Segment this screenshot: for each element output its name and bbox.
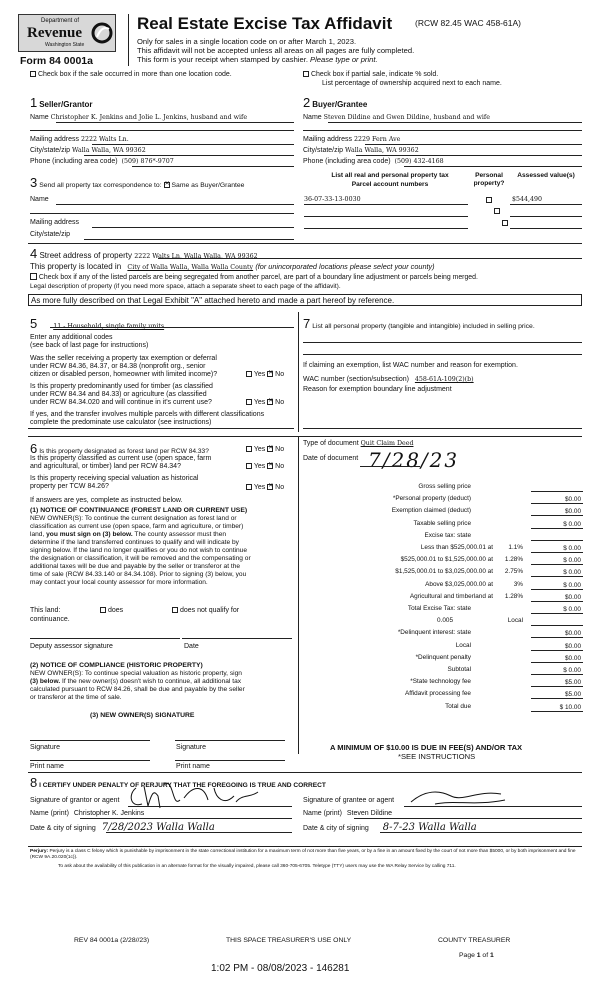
seller-city-value[interactable]: Walla Walla, WA 99362 bbox=[72, 147, 146, 154]
logo-name: Revenue bbox=[27, 25, 82, 41]
totals-label: Affidavit processing fee bbox=[405, 690, 471, 698]
buyer-name-row[interactable]: Name Steven Dildine and Gwen Dildine, husband and wife bbox=[303, 114, 490, 121]
totals-value[interactable] bbox=[531, 642, 583, 651]
logo-swirl-icon bbox=[91, 21, 113, 45]
totals-label: *State technology fee bbox=[410, 678, 471, 686]
corr-name-label: Name bbox=[30, 196, 49, 203]
totals-row bbox=[296, 617, 583, 627]
personal-property-checkbox-2[interactable] bbox=[494, 208, 500, 214]
s6-q2-line2: and agricultural, or timber) land per RCW 84.34? bbox=[30, 463, 181, 470]
totals-row bbox=[296, 581, 583, 591]
continuance-label: continuance. bbox=[30, 616, 70, 623]
notice1-title: (1) NOTICE OF CONTINUANCE (FOREST LAND OR CURRENT USE) bbox=[30, 507, 248, 514]
totals-row bbox=[296, 507, 583, 517]
totals-label: Local bbox=[455, 641, 471, 649]
totals-value[interactable] bbox=[531, 544, 583, 553]
segregated-label: Check box if any of the listed parcels are being segregated from another parcel, are part of a boundary line adjustment or parcels being merged. bbox=[38, 274, 478, 281]
notice1-line4: determine if the land transferred continues to qualify and will indicate by bbox=[30, 539, 239, 546]
totals-value[interactable] bbox=[531, 507, 583, 516]
notice1-line8: time of sale (RCW 84.33.140 or 84.34.108). Prior to signing (3) below, you bbox=[30, 571, 247, 578]
totals-row bbox=[296, 483, 583, 493]
totals-row bbox=[296, 605, 583, 615]
totals-label: Taxable selling price bbox=[413, 519, 471, 527]
totals-label: Less than $525,000.01 at bbox=[420, 544, 493, 551]
totals-value-text: $0.00 bbox=[565, 654, 581, 662]
totals-label: $525,000.01 to $1,525,000.00 at bbox=[400, 556, 493, 564]
header-line3: This form is your receipt when stamped by cashier. Please type or print. bbox=[137, 55, 378, 64]
assessed-value[interactable]: $544,490 bbox=[512, 196, 543, 203]
totals-row bbox=[296, 703, 583, 713]
totals-label: Excise tax: state bbox=[424, 531, 471, 539]
s6-q3-line1: Is this property receiving special valuation as historical bbox=[30, 475, 199, 482]
located-row[interactable]: This property is located in City of Walla Walla, Walla Walla County (for unincorporated locations please select your county) bbox=[30, 262, 435, 271]
header-line1: Only for sales in a single location code on or after March 1, 2023. bbox=[137, 37, 357, 46]
partial-sale-label: Check box if partial sale, indicate % sold. bbox=[310, 71, 439, 78]
partial-sale-check[interactable] bbox=[303, 71, 438, 79]
this-land-label: This land: bbox=[30, 607, 61, 614]
totals-value-text: $ 0.00 bbox=[563, 606, 581, 613]
correspondence-row: 3 Send all property tax correspondence to: ✕ Same as Buyer/Grantee bbox=[30, 176, 244, 191]
notice1-line9: may contact your local county assessor for more information. bbox=[30, 579, 208, 586]
does-not-option[interactable]: does not qualify for bbox=[172, 607, 239, 615]
does-not-checkbox[interactable] bbox=[172, 607, 178, 613]
does-checkbox[interactable] bbox=[100, 607, 106, 613]
totals-rate: 1.28% bbox=[504, 556, 523, 564]
grantor-name-row[interactable]: Name (print) Christopher K. Jenkins bbox=[30, 810, 145, 817]
buyer-mail-row[interactable]: Mailing address 2229 Fern Ave bbox=[303, 136, 401, 143]
totals-value-text: $ 0.00 bbox=[563, 545, 581, 552]
totals-value[interactable] bbox=[531, 483, 583, 492]
totals-value-text: $ 0.00 bbox=[563, 667, 581, 674]
totals-row bbox=[296, 495, 583, 505]
q1-no-checkbox[interactable] bbox=[267, 371, 273, 377]
totals-value[interactable] bbox=[531, 617, 583, 626]
exemption-label: If claiming an exemption, list WAC number and reason for exemption. bbox=[303, 362, 518, 369]
q1-line2: under RCW 84.36, 84.37, or 84.38 (nonprofit org., senior bbox=[30, 363, 206, 370]
s5-note-2: complete the predominate use calculator (see instructions) bbox=[30, 419, 212, 426]
q1-line1: Was the seller receiving a property tax exemption or deferral bbox=[30, 355, 217, 362]
perjury-text: Perjury: Perjury is a class C felony which is punishable by imprisonment in the state correctional institution for a maximum term of not more than five years, or by a fine in an amount fixed by the court of not more than $5000, or by both imprisonment and fine (RCW 9A.20.020(1c)). bbox=[30, 849, 576, 861]
grantor-date-row[interactable]: Date & city of signing 7/28/2023 Walla Walla bbox=[30, 822, 215, 833]
q2-line1: Is this property predominantly used for timber (as classified bbox=[30, 383, 213, 390]
accessibility-text: To ask about the availability of this publication in an alternate format for the visually impaired, please call 360-705-6705. Teletype (TTY) users may use the WA Relay Service by calling 711. bbox=[58, 864, 456, 869]
notice1-line6: the designation or classification, it will be removed and the compensating or bbox=[30, 555, 251, 562]
seller-phone-value[interactable]: (509) 876*-9707 bbox=[121, 158, 174, 165]
corr-mail-label: Mailing address bbox=[30, 219, 80, 226]
grantor-name-value[interactable]: Christopher K. Jenkins bbox=[73, 810, 145, 817]
notice2-line1: NEW OWNER(S): To continue special valuation as historic property, sign bbox=[30, 670, 242, 677]
legal-label: Legal description of property (if you need more space, attach a separate sheet to each page of the affidavit). bbox=[30, 283, 341, 290]
totals-label: *Delinquent penalty bbox=[415, 653, 471, 661]
notice3-title: (3) NEW OWNER(S) SIGNATURE bbox=[90, 712, 195, 719]
totals-label: *Personal property (deduct) bbox=[392, 495, 471, 503]
notice2-line3: calculated pursuant to RCW 84.26, shall be due and payable by the seller bbox=[30, 686, 245, 693]
doc-date-label: Date of document bbox=[303, 455, 359, 462]
totals-value[interactable] bbox=[531, 703, 583, 712]
totals-row bbox=[296, 654, 583, 664]
q2-no-checkbox[interactable] bbox=[267, 399, 273, 405]
totals-value[interactable] bbox=[531, 605, 583, 614]
wac-row[interactable]: WAC number (section/subsection) 458-61A-109(2)(b) bbox=[303, 376, 474, 383]
grantor-sig-label: Signature of grantor or agent bbox=[30, 797, 120, 804]
notice1-line1: NEW OWNER(S): To continue the current designation as forest land or bbox=[30, 515, 237, 522]
s6-q1-answers[interactable]: Yes ✕ No bbox=[246, 446, 284, 454]
totals-value[interactable] bbox=[531, 495, 583, 504]
s6-q1-no-checkbox[interactable] bbox=[267, 446, 273, 452]
grantee-name-value[interactable]: Steven Dildine bbox=[346, 810, 392, 817]
totals-value[interactable] bbox=[531, 520, 583, 529]
totals-label: Exemption claimed (deduct) bbox=[391, 507, 471, 515]
s6-q1[interactable]: 6 Is this property designated as forest land per RCW 84.33? bbox=[30, 441, 209, 456]
totals-value-text: $ 0.00 bbox=[563, 581, 581, 589]
s6-q2-no-checkbox[interactable] bbox=[267, 463, 273, 469]
s6-q2-yes-checkbox[interactable] bbox=[246, 463, 252, 469]
street-row[interactable]: 4 Street address of property 2222 Walts Ln, Walla Walla, WA 99362 bbox=[30, 246, 258, 261]
q1-yes-checkbox[interactable] bbox=[246, 371, 252, 377]
s5-note-1: If yes, and the transfer involves multiple parcels with different classifications bbox=[30, 411, 265, 418]
parcel-header-2: Parcel account numbers bbox=[351, 181, 429, 188]
ownership-note: List percentage of ownership acquired next to each name. bbox=[322, 80, 502, 87]
totals-row bbox=[296, 532, 583, 542]
totals-value[interactable] bbox=[531, 581, 583, 590]
totals-row bbox=[296, 690, 583, 700]
doc-type-row[interactable]: Type of document Quit Claim Deed bbox=[303, 440, 414, 447]
seller-heading: 1 Seller/Grantor bbox=[30, 95, 93, 110]
totals-rate: 3% bbox=[513, 580, 523, 588]
totals-rate: 0.005 bbox=[437, 617, 453, 625]
seller-name-row[interactable]: Name Christopher K. Jenkins and Jolie L. Jenkins, husband and wife bbox=[30, 114, 248, 121]
s6-q2-answers[interactable]: Yes ✕ No bbox=[246, 463, 284, 471]
totals-value[interactable] bbox=[531, 556, 583, 565]
header-line2: This affidavit will not be accepted unless all areas on all pages are fully completed. bbox=[137, 46, 415, 55]
totals-row bbox=[296, 629, 583, 639]
totals-value[interactable] bbox=[531, 593, 583, 602]
grantee-sig-label: Signature of grantee or agent bbox=[303, 797, 395, 804]
receipt-stamp: 1:02 PM - 08/08/2023 - 146281 bbox=[211, 963, 350, 974]
totals-value[interactable] bbox=[531, 532, 583, 541]
notice1-line5: signing below. If the land no longer qualifies or you do not wish to continue bbox=[30, 547, 248, 554]
totals-label: Agricultural and timberland at bbox=[409, 592, 493, 600]
totals-label: *Delinquent interest: state bbox=[397, 629, 471, 637]
totals-rate: 1.1% bbox=[508, 544, 523, 551]
q2-line2: under RCW 84.34 and 84.33) or agriculture (as classified bbox=[30, 391, 207, 398]
q2-line3: under RCW 84.34.020 and will continue in it's current use? bbox=[30, 399, 212, 406]
deputy-date-label: Date bbox=[184, 643, 199, 650]
totals-value[interactable] bbox=[531, 629, 583, 638]
personal-property-checkbox-1[interactable] bbox=[486, 197, 492, 203]
totals-rate: 1.28% bbox=[504, 592, 523, 600]
seller-phone-row[interactable]: Phone (including area code) (509) 876*-9707 bbox=[30, 158, 174, 165]
parcel-header-personal: Personal property? bbox=[473, 172, 505, 187]
section5-row[interactable]: 5 11 - Household, single family units bbox=[30, 316, 165, 331]
new-owner-print-2[interactable]: Print name bbox=[176, 763, 210, 770]
totals-value-text: $0.00 bbox=[565, 508, 581, 516]
form-title: Real Estate Excise Tax Affidavit bbox=[137, 14, 393, 33]
notice2-line2: (3) below. If the new owner(s) doesn't wish to continue, all additional tax bbox=[30, 678, 242, 685]
street-value[interactable]: 2222 Walts Ln, Walla Walla, WA 99362 bbox=[134, 253, 258, 260]
segregated-check[interactable] bbox=[30, 273, 478, 282]
deputy-label: Deputy assessor signature bbox=[30, 643, 113, 650]
new-owner-signature-1[interactable]: Signature bbox=[30, 744, 60, 751]
totals-value[interactable] bbox=[531, 654, 583, 663]
does-option[interactable]: does bbox=[100, 607, 123, 615]
totals-label: Subtotal bbox=[447, 666, 471, 673]
section7-row: 7 List all personal property (tangible and intangible) included in selling price. bbox=[303, 316, 535, 331]
s6-q3-answers[interactable]: Yes ✕ No bbox=[246, 484, 284, 492]
s6-q1-yes-checkbox[interactable] bbox=[246, 446, 252, 452]
totals-value[interactable] bbox=[531, 568, 583, 577]
buyer-phone-value[interactable]: (509) 432-4168 bbox=[394, 158, 444, 165]
doc-date-value[interactable]: 7/28/23 bbox=[368, 448, 460, 472]
totals-label: Gross selling price bbox=[418, 483, 471, 490]
seller-mail-value[interactable]: 2222 Walts Ln. bbox=[80, 136, 129, 143]
totals-value-text: $ 0.00 bbox=[563, 569, 581, 577]
totals-row bbox=[296, 568, 583, 578]
q2-answers[interactable]: Yes ✕ No bbox=[246, 399, 284, 407]
treasurer-space: THIS SPACE TREASURER'S USE ONLY bbox=[226, 937, 352, 944]
q2-yes-checkbox[interactable] bbox=[246, 399, 252, 405]
page-number: Page 1 of 1 bbox=[459, 952, 494, 959]
totals-row bbox=[296, 544, 583, 554]
codes-label: Enter any additional codes bbox=[30, 334, 113, 341]
totals-value-text: $5.00 bbox=[565, 679, 581, 687]
totals-value-text: $0.00 bbox=[565, 496, 581, 504]
county-treasurer: COUNTY TREASURER bbox=[438, 937, 511, 944]
notice1-line2: classification as current use (open space, farm and agriculture, or timber) bbox=[30, 523, 244, 530]
buyer-mail-value[interactable]: 2229 Fern Ave bbox=[353, 136, 401, 143]
grantor-date-value[interactable]: 7/28/2023 Walla Walla bbox=[101, 822, 215, 833]
buyer-phone-row[interactable]: Phone (including area code) (509) 432-4168 bbox=[303, 158, 444, 165]
same-as-buyer-checkbox[interactable] bbox=[164, 182, 170, 188]
s6-q3-yes-checkbox[interactable] bbox=[246, 484, 252, 490]
grantee-date-row[interactable]: Date & city of signing 8-7-23 Walla Walla bbox=[303, 822, 477, 833]
totals-label: $1,525,000.01 to $3,025,000.00 at bbox=[395, 568, 493, 576]
totals-value-text: $0.00 bbox=[565, 630, 581, 638]
totals-value[interactable] bbox=[531, 690, 583, 699]
dor-logo bbox=[18, 14, 116, 52]
totals-row bbox=[296, 593, 583, 603]
notice2-title: (2) NOTICE OF COMPLIANCE (HISTORIC PROPERTY) bbox=[30, 662, 203, 669]
form-number: Form 84 0001a bbox=[20, 55, 93, 67]
totals-value-text: $ 10.00 bbox=[559, 703, 581, 711]
minimum-line1: A MINIMUM OF $10.00 IS DUE IN FEE(S) AND/OR TAX bbox=[330, 743, 523, 752]
totals-row bbox=[296, 520, 583, 530]
totals-label: Local bbox=[507, 617, 523, 625]
totals-row bbox=[296, 678, 583, 688]
totals-label: Total Excise Tax: state bbox=[407, 605, 471, 612]
s6-q3-line2: property per TCW 84.26? bbox=[30, 483, 109, 490]
exemption-reason[interactable]: Reason for exemption boundary line adjustment bbox=[303, 386, 452, 393]
s6-q2-line1: Is this property classified as current use (open space, farm bbox=[30, 455, 212, 462]
parcel-header-assessed: Assessed value(s) bbox=[517, 172, 575, 179]
multi-location-check[interactable] bbox=[30, 71, 232, 79]
wac-value[interactable]: 458-61A-109(2)(b) bbox=[414, 376, 474, 383]
parcel-header-1: List all real and personal property tax bbox=[331, 172, 449, 179]
located-value[interactable]: City of Walla Walla, Walla Walla County bbox=[127, 264, 254, 271]
segregated-checkbox[interactable] bbox=[30, 273, 37, 280]
buyer-heading: 2 Buyer/Grantee bbox=[303, 95, 368, 110]
corr-city-label: City/state/zip bbox=[30, 231, 71, 238]
totals-value[interactable] bbox=[531, 666, 583, 675]
doc-type-value[interactable]: Quit Claim Deed bbox=[360, 440, 414, 447]
totals-value-text: $0.00 bbox=[565, 642, 581, 650]
grantor-signature-icon[interactable] bbox=[124, 778, 274, 814]
s6-if-yes: If answers are yes, complete as instructed below. bbox=[30, 497, 183, 504]
multi-location-checkbox[interactable] bbox=[30, 71, 36, 77]
use-code-value[interactable]: 11 - Household, single family units bbox=[53, 323, 165, 330]
totals-row bbox=[296, 666, 583, 676]
codes-note: (see back of last page for instructions) bbox=[30, 342, 149, 349]
q1-line3: citizen or disabled person, homeowner with limited income)? bbox=[30, 371, 218, 378]
buyer-city-row[interactable]: City/state/zip Walla Walla, WA 99362 bbox=[303, 147, 419, 154]
logo-dept: Department of bbox=[41, 18, 80, 24]
new-owner-print-1[interactable]: Print name bbox=[30, 763, 64, 770]
form-rev: REV 84 0001a (2/28//23) bbox=[74, 937, 150, 944]
totals-row bbox=[296, 556, 583, 566]
logo-state: Washington State bbox=[45, 42, 85, 48]
partial-sale-checkbox[interactable] bbox=[303, 71, 309, 77]
totals-value-text: $ 0.00 bbox=[563, 557, 581, 565]
totals-row bbox=[296, 642, 583, 652]
buyer-name-value[interactable]: Steven Dildine and Gwen Dildine, husband and wife bbox=[323, 114, 490, 121]
seller-city-row[interactable]: City/state/zip Walla Walla, WA 99362 bbox=[30, 147, 146, 154]
totals-label: Total due bbox=[445, 702, 471, 710]
buyer-city-value[interactable]: Walla Walla, WA 99362 bbox=[345, 147, 419, 154]
q1-answers[interactable]: Yes ✕ No bbox=[246, 371, 284, 379]
totals-value-text: $5.00 bbox=[565, 691, 581, 699]
grantee-date-value[interactable]: 8-7-23 Walla Walla bbox=[382, 822, 477, 833]
totals-value-text: $0.00 bbox=[565, 593, 581, 601]
notice2-line4: or transferor at the time of sale. bbox=[30, 694, 122, 701]
notice1-line7: additional taxes will be due and payable by the seller or transferor at the bbox=[30, 563, 241, 570]
totals-label: Above $3,025,000.00 at bbox=[425, 580, 493, 588]
personal-property-checkbox-3[interactable] bbox=[502, 220, 508, 226]
certify-row: 8 I CERTIFY UNDER PENALTY OF PERJURY THAT THE FOREGOING IS TRUE AND CORRECT bbox=[30, 775, 326, 790]
totals-value[interactable] bbox=[531, 678, 583, 687]
minimum-line2: *SEE INSTRUCTIONS bbox=[398, 752, 476, 761]
notice1-line3: land, you must sign on (3) below. The county assessor must then bbox=[30, 531, 227, 538]
legal-description[interactable]: As more fully described on that Legal Exhibit "A" attached hereto and made a part hereof by reference. bbox=[28, 294, 582, 306]
parcel-number[interactable]: 36-07-33-13-0030 bbox=[304, 196, 361, 203]
seller-mail-row[interactable]: Mailing address 2222 Walts Ln. bbox=[30, 136, 129, 143]
grantee-name-row[interactable]: Name (print) Steven Dildine bbox=[303, 810, 392, 817]
totals-value-text: $ 0.00 bbox=[563, 520, 581, 528]
new-owner-signature-2[interactable]: Signature bbox=[176, 744, 206, 751]
totals-rate: 2.75% bbox=[504, 568, 523, 576]
form-rcw: (RCW 82.45 WAC 458-61A) bbox=[415, 18, 521, 28]
seller-name-value[interactable]: Christopher K. Jenkins and Jolie L. Jenkins, husband and wife bbox=[50, 114, 248, 121]
s6-q3-no-checkbox[interactable] bbox=[267, 484, 273, 490]
multi-location-label: Check box if the sale occurred in more than one location code. bbox=[37, 71, 232, 78]
